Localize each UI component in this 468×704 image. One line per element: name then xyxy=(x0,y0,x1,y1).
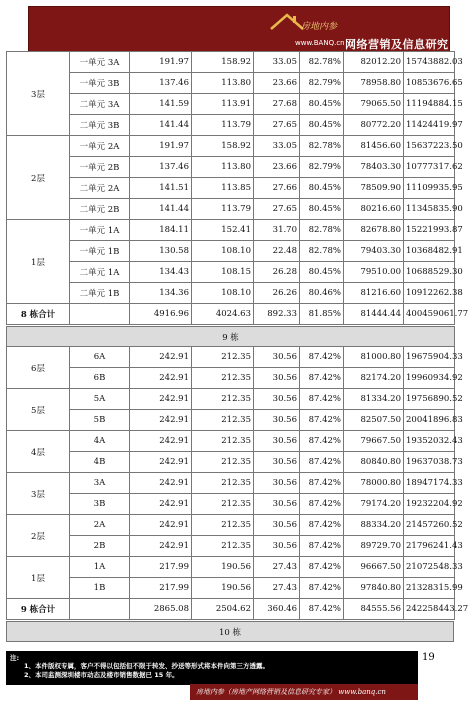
table-row xyxy=(7,73,455,94)
unit-label: 二单元 3A xyxy=(70,94,130,115)
unit-label: 一单元 3B xyxy=(70,73,130,94)
table-row xyxy=(7,389,455,410)
table-cell: 18947174.33 xyxy=(404,473,455,494)
table-row xyxy=(7,262,455,283)
table-cell: 33.05 xyxy=(254,52,300,73)
table-cell: 184.11 xyxy=(130,220,192,241)
table-cell: 80216.60 xyxy=(344,199,404,220)
table-cell: 81216.60 xyxy=(344,283,404,304)
table-cell: 87.42% xyxy=(300,410,344,431)
table-cell: 82.79% xyxy=(300,73,344,94)
table-cell: 212.35 xyxy=(192,410,254,431)
table-cell: 212.35 xyxy=(192,473,254,494)
table-cell: 87.42% xyxy=(300,389,344,410)
floor-label: 3层 xyxy=(7,473,70,515)
table-cell: 22.48 xyxy=(254,241,300,262)
table-row xyxy=(7,452,455,473)
table-cell: 27.66 xyxy=(254,178,300,199)
floor-label: 2层 xyxy=(7,136,70,220)
total-label: 8 栋合计 xyxy=(7,304,70,325)
table-cell: 81000.80 xyxy=(344,347,404,368)
table-row xyxy=(7,241,455,262)
table-cell: 27.65 xyxy=(254,199,300,220)
table-cell: 82.78% xyxy=(300,52,344,73)
table-cell: 87.42% xyxy=(300,347,344,368)
table-cell: 20041896.83 xyxy=(404,410,455,431)
table-cell: 78958.80 xyxy=(344,73,404,94)
table-row xyxy=(7,536,455,557)
table-cell: 87.42% xyxy=(300,515,344,536)
table-cell: 141.44 xyxy=(130,115,192,136)
table-cell: 27.68 xyxy=(254,94,300,115)
total-cell: 2504.62 xyxy=(192,599,254,620)
table-cell: 108.15 xyxy=(192,262,254,283)
table-cell: 79510.00 xyxy=(344,262,404,283)
table-cell: 141.59 xyxy=(130,94,192,115)
table-row xyxy=(7,178,455,199)
table-cell: 10368482.91 xyxy=(404,241,455,262)
floor-label: 3层 xyxy=(7,52,70,136)
total-cell: 81444.44 xyxy=(344,304,404,325)
building-9-table xyxy=(6,326,468,620)
table-cell: 30.56 xyxy=(254,410,300,431)
table-cell: 19637038.73 xyxy=(404,452,455,473)
notes-box xyxy=(6,651,418,685)
unit-label: 1A xyxy=(70,557,130,578)
table-cell: 87.42% xyxy=(300,536,344,557)
table-cell: 141.44 xyxy=(130,199,192,220)
table-cell: 108.10 xyxy=(192,241,254,262)
table-row xyxy=(7,199,455,220)
table-cell: 79065.50 xyxy=(344,94,404,115)
brand-url: www.BANQ.cn xyxy=(295,39,345,47)
unit-label: 一单元 1A xyxy=(70,220,130,241)
table-row xyxy=(7,515,455,536)
table-cell: 31.70 xyxy=(254,220,300,241)
table-cell: 89729.70 xyxy=(344,536,404,557)
table-cell: 242.91 xyxy=(130,473,192,494)
total-cell xyxy=(70,304,130,325)
table-cell: 113.80 xyxy=(192,73,254,94)
table-cell: 30.56 xyxy=(254,473,300,494)
table-row xyxy=(7,368,455,389)
table-cell: 82.78% xyxy=(300,241,344,262)
table-cell: 11109935.95 xyxy=(404,178,455,199)
table-cell: 212.35 xyxy=(192,515,254,536)
table-cell: 212.35 xyxy=(192,536,254,557)
total-cell: 242258443.27 xyxy=(404,599,455,620)
table-cell: 113.79 xyxy=(192,199,254,220)
table-cell: 30.56 xyxy=(254,536,300,557)
building-10-title: 10 栋 xyxy=(7,622,454,642)
table-cell: 87.42% xyxy=(300,557,344,578)
unit-label: 二单元 1B xyxy=(70,283,130,304)
table-cell: 82678.80 xyxy=(344,220,404,241)
table-cell: 82.79% xyxy=(300,157,344,178)
table-cell: 21328315.99 xyxy=(404,578,455,599)
building-10-table xyxy=(6,621,454,642)
table-cell: 130.58 xyxy=(130,241,192,262)
table-cell: 80.45% xyxy=(300,94,344,115)
table-cell: 212.35 xyxy=(192,368,254,389)
notes-line-1: 1、本件版权专属，客户不得以包括但不限于转发、抄送等形式将本件向第三方透露。 xyxy=(24,662,270,670)
total-cell: 892.33 xyxy=(254,304,300,325)
building-8-table xyxy=(6,51,468,325)
table-cell: 82.78% xyxy=(300,136,344,157)
table-cell: 11194884.15 xyxy=(404,94,455,115)
total-cell: 4916.96 xyxy=(130,304,192,325)
brand-name: 房地内参 xyxy=(301,22,338,32)
table-cell: 27.43 xyxy=(254,557,300,578)
table-cell: 21072548.33 xyxy=(404,557,455,578)
unit-label: 4A xyxy=(70,431,130,452)
floor-label: 1层 xyxy=(7,220,70,304)
unit-label: 二单元 1A xyxy=(70,262,130,283)
unit-label: 4B xyxy=(70,452,130,473)
unit-label: 2B xyxy=(70,536,130,557)
table-cell: 82.78% xyxy=(300,220,344,241)
table-cell: 212.35 xyxy=(192,389,254,410)
table-cell: 79174.20 xyxy=(344,494,404,515)
table-cell: 23.66 xyxy=(254,73,300,94)
table-cell: 82174.20 xyxy=(344,368,404,389)
table-cell: 21457260.52 xyxy=(404,515,455,536)
table-cell: 79403.30 xyxy=(344,241,404,262)
table-cell: 190.56 xyxy=(192,557,254,578)
table-cell: 242.91 xyxy=(130,452,192,473)
table-cell: 30.56 xyxy=(254,368,300,389)
table-row xyxy=(7,410,455,431)
table-cell: 212.35 xyxy=(192,494,254,515)
total-cell: 400459061.77 xyxy=(404,304,455,325)
unit-label: 一单元 1B xyxy=(70,241,130,262)
total-cell: 84555.56 xyxy=(344,599,404,620)
notes-line-2: 2、本司监测深圳楼市动态及楼市销售数据已 15 年。 xyxy=(24,671,179,679)
table-cell: 212.35 xyxy=(192,452,254,473)
table-cell: 87.42% xyxy=(300,452,344,473)
unit-label: 5B xyxy=(70,410,130,431)
table-cell: 158.92 xyxy=(192,52,254,73)
table-cell: 242.91 xyxy=(130,536,192,557)
table-cell: 15221993.87 xyxy=(404,220,455,241)
table-cell: 27.43 xyxy=(254,578,300,599)
table-cell: 79667.50 xyxy=(344,431,404,452)
table-cell: 191.97 xyxy=(130,136,192,157)
table-cell: 242.91 xyxy=(130,410,192,431)
table-cell: 26.28 xyxy=(254,262,300,283)
table-cell: 242.91 xyxy=(130,431,192,452)
table-cell: 78403.30 xyxy=(344,157,404,178)
table-cell: 212.35 xyxy=(192,431,254,452)
table-cell: 137.46 xyxy=(130,73,192,94)
table-cell: 242.91 xyxy=(130,515,192,536)
table-row xyxy=(7,431,455,452)
table-cell: 30.56 xyxy=(254,431,300,452)
unit-label: 3B xyxy=(70,494,130,515)
table-cell: 80.45% xyxy=(300,115,344,136)
floor-label: 2层 xyxy=(7,515,70,557)
table-row xyxy=(7,220,455,241)
unit-label: 6A xyxy=(70,347,130,368)
table-cell: 191.97 xyxy=(130,52,192,73)
table-cell: 108.10 xyxy=(192,283,254,304)
unit-label: 一单元 3A xyxy=(70,52,130,73)
total-cell: 81.85% xyxy=(300,304,344,325)
table-cell: 113.80 xyxy=(192,157,254,178)
table-cell: 30.56 xyxy=(254,515,300,536)
unit-label: 一单元 2B xyxy=(70,157,130,178)
floor-label: 4层 xyxy=(7,431,70,473)
total-row xyxy=(7,304,455,325)
table-cell: 242.91 xyxy=(130,347,192,368)
table-cell: 87.42% xyxy=(300,368,344,389)
table-cell: 19232204.92 xyxy=(404,494,455,515)
table-cell: 19756890.52 xyxy=(404,389,455,410)
table-cell: 78000.80 xyxy=(344,473,404,494)
total-cell: 87.42% xyxy=(300,599,344,620)
table-cell: 134.36 xyxy=(130,283,192,304)
table-cell: 19960934.92 xyxy=(404,368,455,389)
table-cell: 27.65 xyxy=(254,115,300,136)
table-row xyxy=(7,494,455,515)
unit-label: 6B xyxy=(70,368,130,389)
unit-label: 1B xyxy=(70,578,130,599)
table-cell: 141.51 xyxy=(130,178,192,199)
table-cell: 82507.50 xyxy=(344,410,404,431)
table-cell: 88334.20 xyxy=(344,515,404,536)
table-cell: 212.35 xyxy=(192,347,254,368)
table-row xyxy=(7,94,455,115)
unit-label: 二单元 3B xyxy=(70,115,130,136)
floor-label: 5层 xyxy=(7,389,70,431)
table-cell: 81334.20 xyxy=(344,389,404,410)
table-cell: 11424419.97 xyxy=(404,115,455,136)
header-title: 网络营销及信息研究专家 xyxy=(345,38,449,67)
unit-label: 一单元 2A xyxy=(70,136,130,157)
table-cell: 10777317.62 xyxy=(404,157,455,178)
table-cell: 96667.50 xyxy=(344,557,404,578)
table-cell: 21796241.43 xyxy=(404,536,455,557)
table-cell: 10912262.38 xyxy=(404,283,455,304)
table-cell: 15637223.50 xyxy=(404,136,455,157)
unit-label: 3A xyxy=(70,473,130,494)
table-cell: 11345835.90 xyxy=(404,199,455,220)
table-row xyxy=(7,136,455,157)
table-cell: 152.41 xyxy=(192,220,254,241)
table-cell: 80.45% xyxy=(300,178,344,199)
table-cell: 137.46 xyxy=(130,157,192,178)
table-row xyxy=(7,115,455,136)
floor-label: 1层 xyxy=(7,557,70,599)
unit-label: 5A xyxy=(70,389,130,410)
table-cell: 190.56 xyxy=(192,578,254,599)
table-cell: 82012.20 xyxy=(344,52,404,73)
table-cell: 87.42% xyxy=(300,578,344,599)
floor-label: 6层 xyxy=(7,347,70,389)
table-cell: 78509.90 xyxy=(344,178,404,199)
total-cell xyxy=(70,599,130,620)
table-row xyxy=(7,473,455,494)
table-cell: 33.05 xyxy=(254,136,300,157)
notes-title: 注: xyxy=(10,654,20,662)
table-cell: 158.92 xyxy=(192,136,254,157)
table-cell: 30.56 xyxy=(254,452,300,473)
table-cell: 10688529.30 xyxy=(404,262,455,283)
unit-label: 二单元 2A xyxy=(70,178,130,199)
table-cell: 30.56 xyxy=(254,347,300,368)
table-cell: 217.99 xyxy=(130,557,192,578)
table-cell: 242.91 xyxy=(130,494,192,515)
building-9-title: 9 栋 xyxy=(7,327,455,347)
table-cell: 26.26 xyxy=(254,283,300,304)
footer-banner: 房地内参（房地产网络营销及信息研究专家） www.banq.cn xyxy=(190,684,418,700)
total-cell: 360.46 xyxy=(254,599,300,620)
table-row xyxy=(7,157,455,178)
table-cell: 113.91 xyxy=(192,94,254,115)
table-cell: 23.66 xyxy=(254,157,300,178)
table-cell: 113.79 xyxy=(192,115,254,136)
table-cell: 217.99 xyxy=(130,578,192,599)
unit-label: 二单元 2B xyxy=(70,199,130,220)
table-cell: 80.46% xyxy=(300,283,344,304)
table-row xyxy=(7,578,455,599)
table-cell: 97840.80 xyxy=(344,578,404,599)
page-number: 19 xyxy=(422,652,435,663)
table-cell: 30.56 xyxy=(254,494,300,515)
table-row xyxy=(7,283,455,304)
table-cell: 30.56 xyxy=(254,389,300,410)
table-cell: 87.42% xyxy=(300,431,344,452)
total-cell: 2865.08 xyxy=(130,599,192,620)
table-cell: 242.91 xyxy=(130,368,192,389)
table-cell: 80.45% xyxy=(300,262,344,283)
table-cell: 15743882.03 xyxy=(404,52,455,73)
total-label: 9 栋合计 xyxy=(7,599,70,620)
total-cell: 4024.63 xyxy=(192,304,254,325)
table-cell: 81456.60 xyxy=(344,136,404,157)
table-row xyxy=(7,347,455,368)
unit-label: 2A xyxy=(70,515,130,536)
table-cell: 134.43 xyxy=(130,262,192,283)
table-cell: 19352032.43 xyxy=(404,431,455,452)
table-cell: 113.85 xyxy=(192,178,254,199)
table-cell: 80772.20 xyxy=(344,115,404,136)
table-cell: 19675904.33 xyxy=(404,347,455,368)
table-row xyxy=(7,557,455,578)
table-cell: 10853676.65 xyxy=(404,73,455,94)
table-cell: 80840.80 xyxy=(344,452,404,473)
table-cell: 87.42% xyxy=(300,494,344,515)
table-cell: 87.42% xyxy=(300,473,344,494)
table-row xyxy=(7,52,455,73)
total-row xyxy=(7,599,455,620)
table-cell: 80.45% xyxy=(300,199,344,220)
table-cell: 242.91 xyxy=(130,389,192,410)
